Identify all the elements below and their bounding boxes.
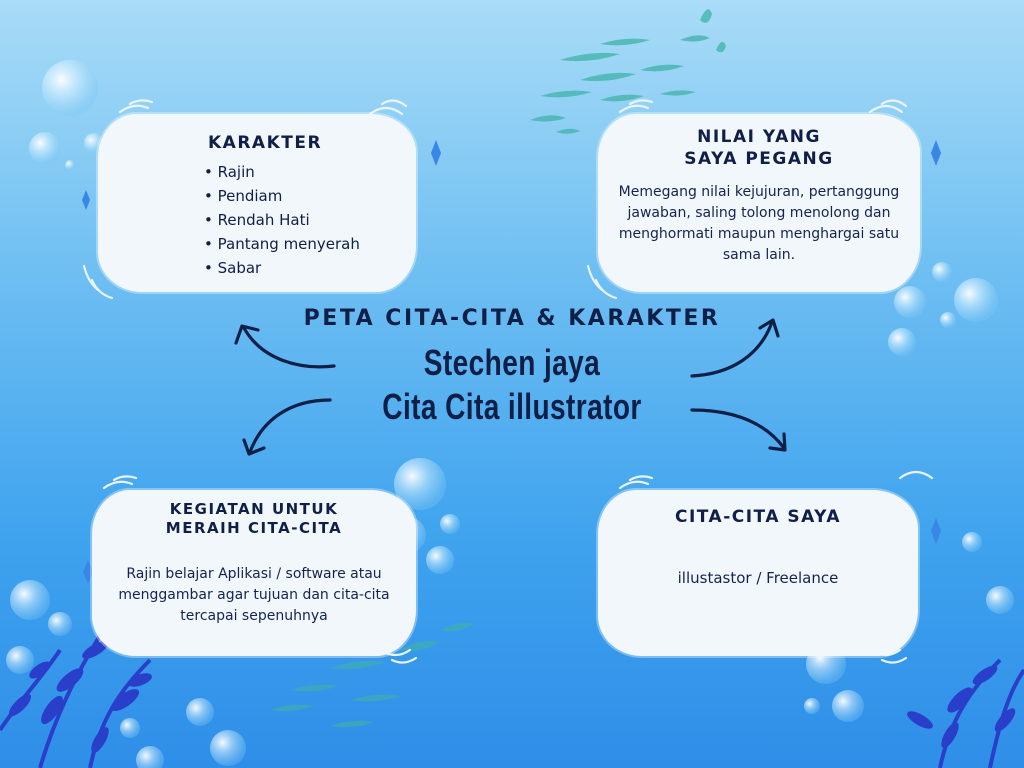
list-item: • Pantang menyerah [204, 232, 360, 256]
cita-title: CITA-CITA SAYA [674, 507, 842, 527]
kegiatan-title [92, 500, 416, 538]
map-title: PETA CITA-CITA & KARAKTER [303, 306, 721, 331]
goal-heading: Cita Cita illustrator [382, 386, 642, 427]
nilai-card [598, 114, 920, 292]
list-item: • Sabar [204, 256, 360, 280]
kegiatan-body: Rajin belajar Aplikasi / software atau menggambar agar tujuan dan cita-cita tercapai sepenuhnya [118, 566, 390, 624]
list-item: • Rendah Hati [204, 208, 360, 232]
karakter-card [98, 114, 416, 292]
kegiatan-card [92, 490, 416, 656]
karakter-list [204, 160, 360, 280]
kegiatan-title-line1: KEGIATAN UNTUK [169, 500, 339, 518]
cita-body: illustastor / Freelance [677, 569, 839, 587]
list-item: • Pendiam [204, 184, 360, 208]
nilai-title [598, 126, 920, 170]
name-heading: Stechen jaya [423, 342, 601, 383]
kegiatan-title-line2: MERAIH CITA-CITA [165, 519, 343, 537]
karakter-title: KARAKTER [208, 133, 323, 153]
seaweed-right [905, 660, 1024, 768]
list-item: • Rajin [204, 160, 360, 184]
cita-card [598, 490, 918, 656]
nilai-title-line1: NILAI YANG [697, 127, 821, 147]
nilai-title-line2: SAYA PEGANG [684, 149, 834, 169]
nilai-body: Memegang nilai kejujuran, pertanggung jawaban, saling tolong menolong dan menghormati maupun menghargai satu sama lain. [618, 184, 900, 263]
